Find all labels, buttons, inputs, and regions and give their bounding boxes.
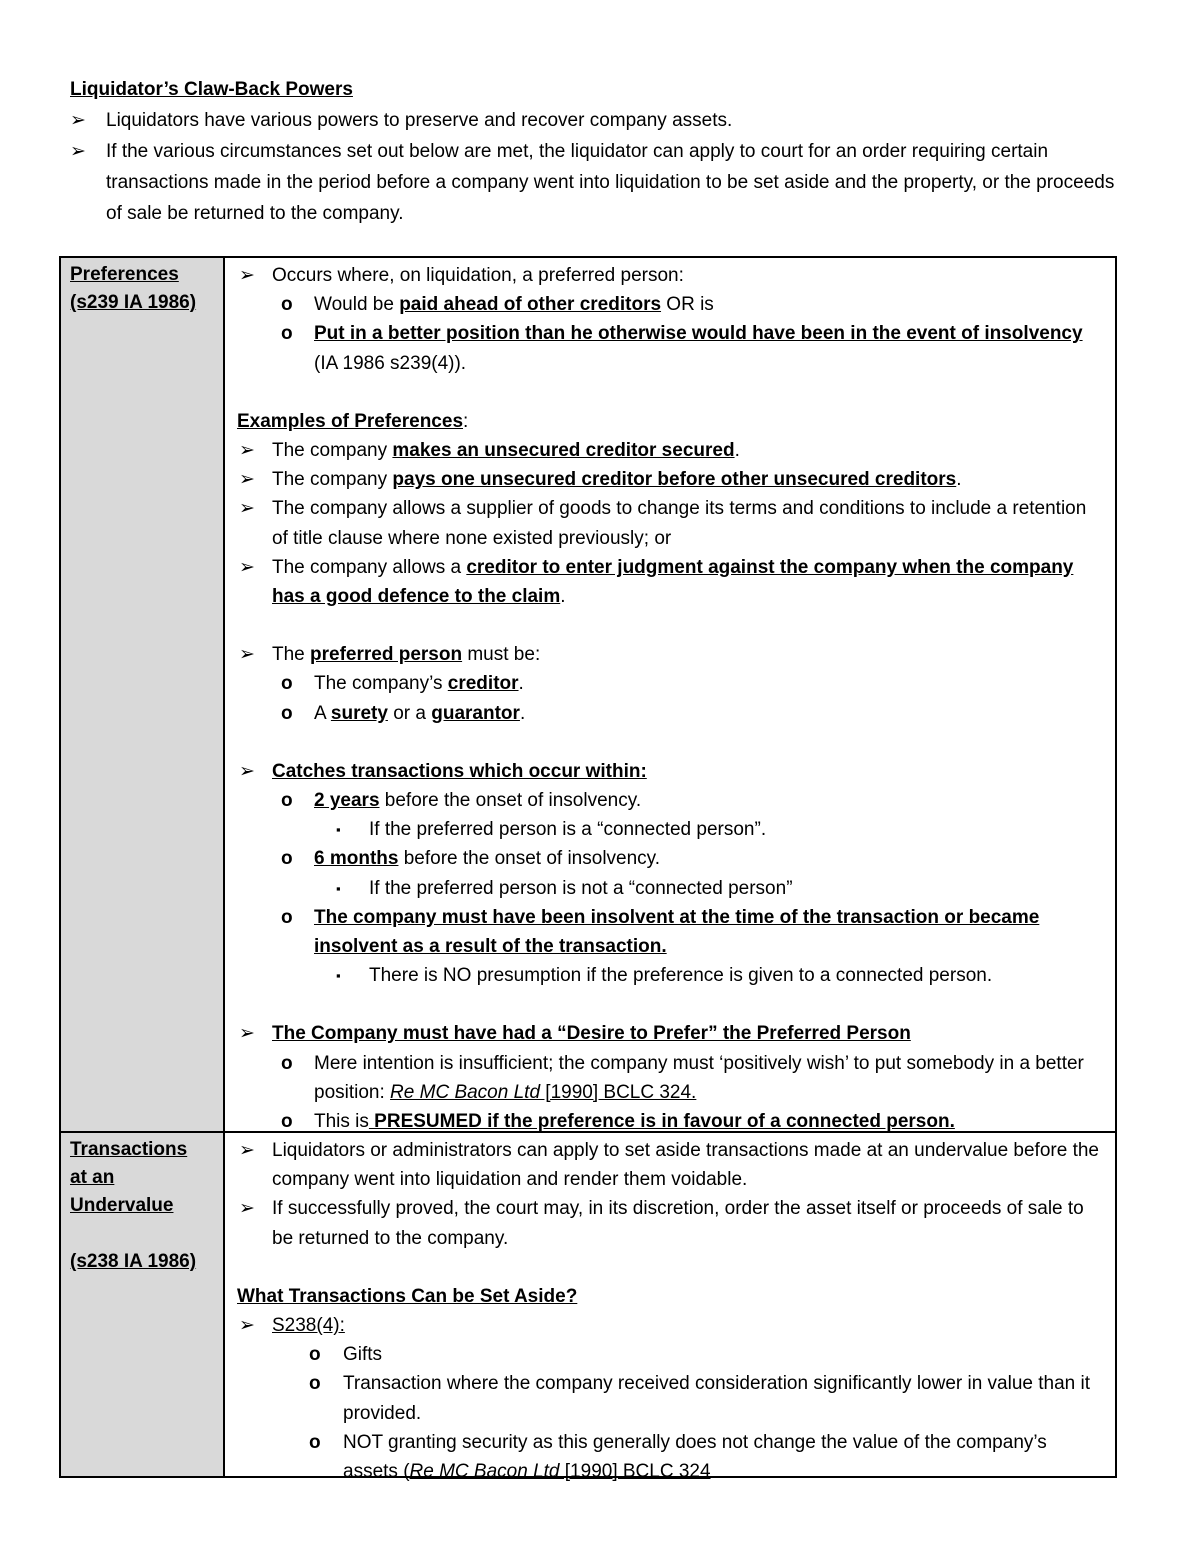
item-text: before the onset of insolvency. bbox=[398, 848, 661, 870]
arrow-bullet-icon: ➢ bbox=[239, 760, 255, 782]
circle-bullet-icon: o bbox=[281, 848, 293, 870]
claw-back-table bbox=[59, 256, 1117, 1483]
list-item bbox=[237, 1194, 1105, 1252]
list-item bbox=[237, 261, 1105, 290]
item-text: This is bbox=[314, 1111, 369, 1133]
item-text: Gifts bbox=[343, 1344, 383, 1366]
page-title: Liquidator’s Claw-Back Powers bbox=[70, 79, 353, 100]
item-text: Mere intention is insufficient; the company must ‘positively wish’ to put somebody in a better position: bbox=[314, 1052, 1084, 1103]
item-emphasis: paid ahead of other creditors bbox=[399, 294, 662, 316]
list-item bbox=[237, 669, 1105, 698]
intro-section bbox=[70, 74, 1130, 229]
item-emphasis: surety bbox=[330, 702, 388, 724]
item-text: Occurs where, on liquidation, a preferred person: bbox=[272, 265, 684, 286]
arrow-bullet-icon: ➢ bbox=[239, 644, 255, 666]
list-item bbox=[237, 1428, 1105, 1486]
item-text: The bbox=[272, 644, 311, 666]
case-reference: [1990] BCLC 324 bbox=[559, 1461, 711, 1483]
item-text: There is NO presumption if the preference is given to a connected person. bbox=[369, 965, 993, 987]
item-text: If successfully proved, the court may, in its discretion, order the asset itself or proceeds of sale to be returned to the company. bbox=[272, 1198, 1084, 1249]
square-bullet-icon: ▪ bbox=[336, 880, 341, 896]
intro-text: Liquidators have various powers to preserve and recover company assets. bbox=[106, 110, 733, 131]
circle-bullet-icon: o bbox=[281, 702, 293, 724]
item-text: The company’s bbox=[314, 673, 448, 695]
item-emphasis: Catches transactions which occur within: bbox=[272, 760, 647, 782]
item-text: Transaction where the company received consideration significantly lower in value than it provided. bbox=[343, 1373, 1091, 1424]
undervalue-label bbox=[61, 1133, 225, 1476]
item-text: If the preferred person is a “connected person”. bbox=[369, 819, 767, 841]
arrow-bullet-icon: ➢ bbox=[70, 141, 86, 162]
preferences-label bbox=[61, 258, 225, 1131]
list-item bbox=[237, 465, 1105, 494]
heading-text: Examples of Preferences bbox=[237, 410, 464, 432]
circle-bullet-icon: o bbox=[281, 790, 293, 812]
item-emphasis: The company must have been insolvent at the time of the transaction or became insolvent as a result of the transaction. bbox=[314, 906, 1040, 958]
item-text: Would be bbox=[314, 294, 400, 316]
item-text: . bbox=[518, 673, 524, 695]
undervalue-row bbox=[61, 1133, 1115, 1483]
circle-bullet-icon: o bbox=[309, 1373, 321, 1395]
case-citation: Re MC Bacon Ltd bbox=[390, 1081, 541, 1103]
list-item bbox=[237, 815, 1105, 844]
circle-bullet-icon: o bbox=[281, 294, 293, 316]
item-emphasis: S238(4): bbox=[272, 1315, 345, 1337]
label-line: (s238 IA 1986) bbox=[70, 1251, 197, 1272]
item-emphasis: pays one unsecured creditor before other unsecured creditors bbox=[392, 469, 957, 491]
item-text: Liquidators or administrators can apply to set aside transactions made at an undervalue before the company went into liquidation and render them voidable. bbox=[272, 1140, 1099, 1191]
circle-bullet-icon: o bbox=[309, 1344, 321, 1366]
label-line: (s239 IA 1986) bbox=[70, 292, 197, 313]
section-heading bbox=[237, 407, 1105, 436]
circle-bullet-icon: o bbox=[281, 323, 293, 345]
item-text: or a bbox=[387, 702, 432, 724]
arrow-bullet-icon: ➢ bbox=[239, 556, 255, 578]
preferences-row bbox=[61, 258, 1115, 1133]
undervalue-content bbox=[227, 1133, 1115, 1489]
list-item bbox=[237, 1107, 1105, 1136]
circle-bullet-icon: o bbox=[281, 1111, 293, 1133]
item-text: NOT granting security as this generally does not change the value of the company’s assets ( bbox=[343, 1431, 1047, 1483]
item-text: . bbox=[956, 469, 962, 491]
section-heading bbox=[237, 1282, 1105, 1311]
square-bullet-icon: ▪ bbox=[336, 968, 341, 984]
arrow-bullet-icon: ➢ bbox=[239, 1198, 255, 1220]
list-item bbox=[237, 1136, 1105, 1194]
list-item bbox=[237, 290, 1105, 319]
list-item bbox=[237, 553, 1105, 611]
label-line: Transactions bbox=[70, 1139, 188, 1160]
item-text: The company allows a bbox=[272, 556, 467, 578]
item-text: . bbox=[519, 702, 526, 724]
list-item bbox=[237, 903, 1105, 961]
list-item bbox=[237, 319, 1105, 377]
arrow-bullet-icon: ➢ bbox=[239, 265, 255, 286]
square-bullet-icon: ▪ bbox=[336, 822, 341, 838]
arrow-bullet-icon: ➢ bbox=[239, 469, 255, 491]
item-text: OR is bbox=[661, 294, 714, 316]
list-item bbox=[237, 640, 1105, 669]
arrow-bullet-icon: ➢ bbox=[239, 498, 255, 520]
list-item bbox=[237, 757, 1105, 786]
item-emphasis: 2 years bbox=[314, 790, 380, 812]
item-emphasis: makes an unsecured creditor secured bbox=[392, 440, 735, 462]
item-text: A bbox=[314, 702, 331, 724]
preferences-content bbox=[227, 258, 1115, 1139]
item-emphasis: preferred person bbox=[310, 644, 463, 666]
item-emphasis: creditor to enter judgment against the company when the company has a good defence to the claim bbox=[272, 556, 1074, 608]
list-item bbox=[237, 1340, 1105, 1369]
arrow-bullet-icon: ➢ bbox=[239, 1140, 255, 1161]
intro-bullet bbox=[70, 105, 1130, 136]
item-text: . bbox=[734, 440, 740, 462]
label-line: Undervalue bbox=[70, 1195, 174, 1216]
item-text: must be: bbox=[462, 644, 541, 666]
item-text: If the preferred person is not a “connected person” bbox=[369, 877, 793, 899]
item-emphasis: Put in a better position than he otherwise would have been in the event of insolvency bbox=[314, 323, 1083, 345]
heading-colon: : bbox=[463, 410, 469, 432]
item-emphasis: 6 months bbox=[314, 848, 399, 870]
item-text: (IA 1986 s239(4)). bbox=[314, 352, 467, 374]
arrow-bullet-icon: ➢ bbox=[239, 440, 255, 462]
list-item bbox=[237, 1369, 1105, 1427]
item-emphasis: guarantor bbox=[431, 702, 520, 724]
intro-bullet bbox=[70, 136, 1130, 229]
label-line: at an bbox=[70, 1167, 115, 1188]
arrow-bullet-icon: ➢ bbox=[70, 110, 86, 131]
list-item bbox=[237, 436, 1105, 465]
list-item bbox=[237, 494, 1105, 552]
item-text: before the onset of insolvency. bbox=[379, 790, 642, 812]
case-citation: Re MC Bacon Ltd bbox=[409, 1461, 560, 1483]
circle-bullet-icon: o bbox=[309, 1431, 321, 1453]
label-line: Preferences bbox=[70, 264, 179, 285]
list-item bbox=[237, 1311, 1105, 1340]
item-text: The company bbox=[272, 440, 393, 462]
item-emphasis: The Company must have had a “Desire to Prefer” the Preferred Person bbox=[272, 1023, 911, 1045]
list-item bbox=[237, 1019, 1105, 1048]
arrow-bullet-icon: ➢ bbox=[239, 1023, 255, 1045]
list-item bbox=[237, 786, 1105, 815]
item-text: The company bbox=[272, 469, 393, 491]
item-text: The company allows a supplier of goods to change its terms and conditions to include a retention of title clause where none existed previously; or bbox=[272, 498, 1087, 549]
case-reference: [1990] BCLC 324. bbox=[540, 1081, 697, 1103]
circle-bullet-icon: o bbox=[281, 673, 293, 695]
intro-text: If the various circumstances set out below are met, the liquidator can apply to court for an order requiring certain transactions made in the period before a company went into liquidation to be set aside and the property, or the proceeds of sale be returned to the company. bbox=[106, 141, 1115, 224]
list-item bbox=[237, 874, 1105, 903]
item-text: . bbox=[560, 586, 566, 608]
circle-bullet-icon: o bbox=[281, 906, 293, 928]
list-item bbox=[237, 1049, 1105, 1107]
list-item bbox=[237, 699, 1105, 728]
circle-bullet-icon: o bbox=[281, 1052, 293, 1074]
item-emphasis: PRESUMED if the preference is in favour of a connected person. bbox=[368, 1111, 955, 1133]
heading-text: What Transactions Can be Set Aside? bbox=[237, 1285, 578, 1307]
item-emphasis: creditor bbox=[447, 673, 519, 695]
arrow-bullet-icon: ➢ bbox=[239, 1315, 255, 1337]
list-item bbox=[237, 961, 1105, 990]
list-item bbox=[237, 844, 1105, 873]
